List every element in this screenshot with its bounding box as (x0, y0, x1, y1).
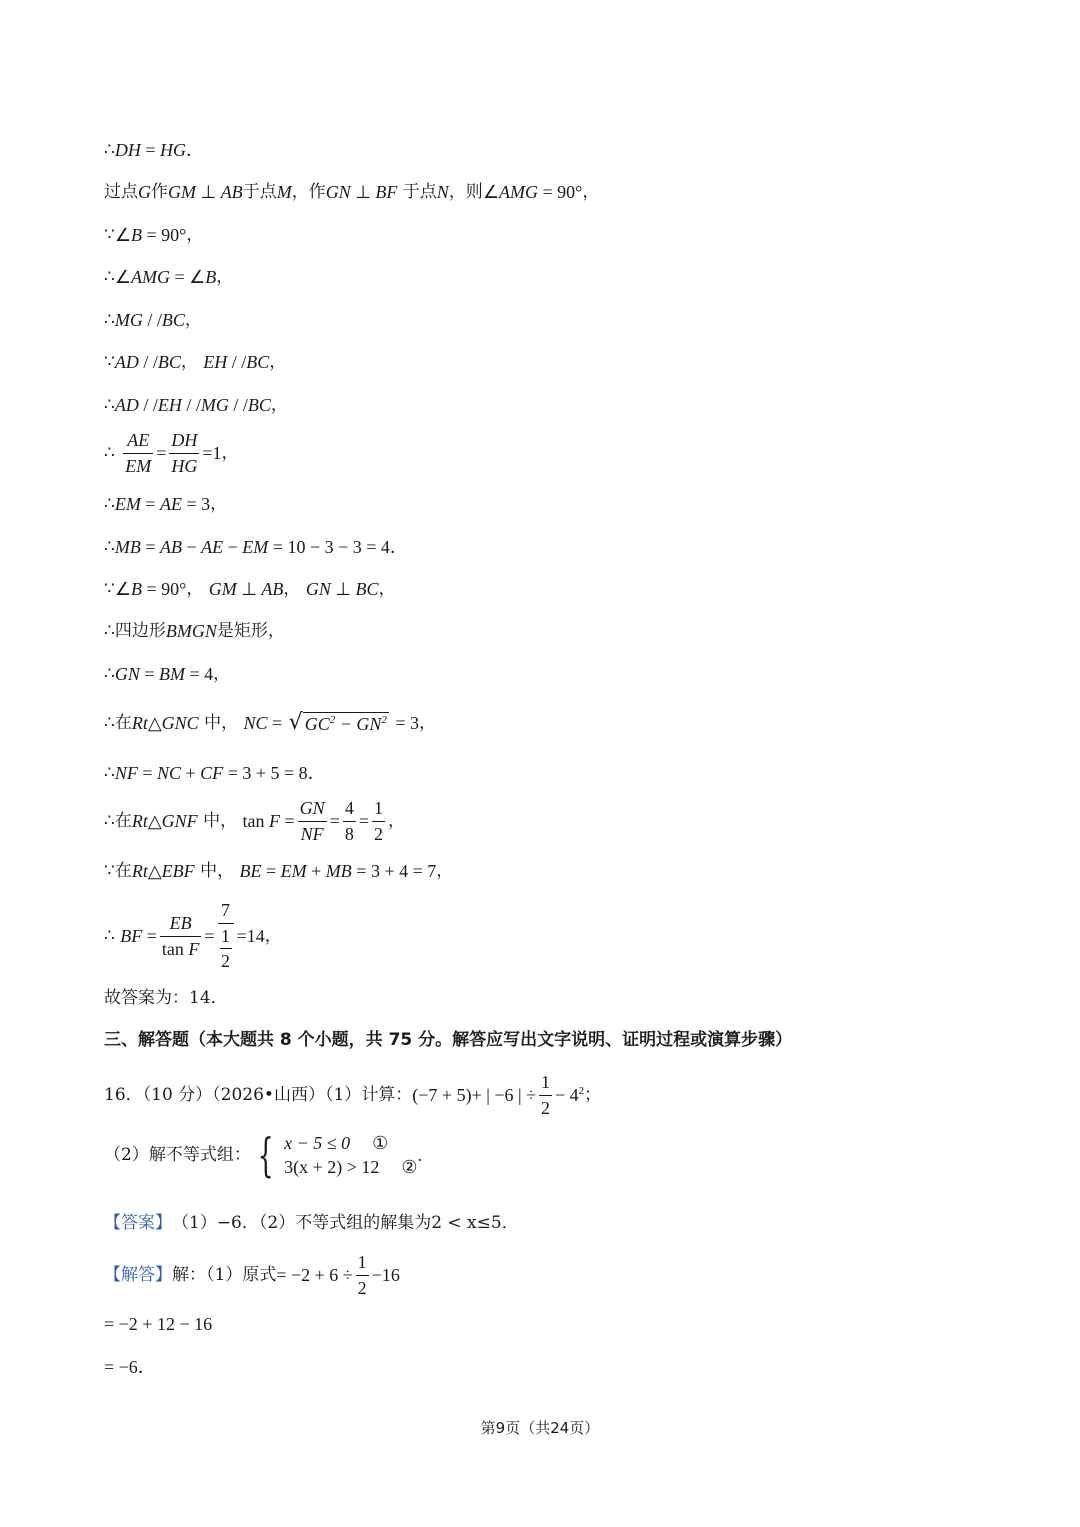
page-footer: 第9页（共24页） (480, 1419, 600, 1437)
line-mb: ∴ MB = AB − AE − EM = 10 − 3 − 3 = 4． (104, 536, 408, 557)
inequality-1-mark: ① (372, 1133, 389, 1153)
solution-lead: 解：（1）原式 (172, 1264, 277, 1285)
inequality-2: 3(x + 2) > 12 (284, 1157, 380, 1177)
fraction-7-over-half: 7 1 2 (218, 900, 234, 972)
fraction-dh-hg: $\frac{DH}{HG}$ (171, 430, 198, 476)
fraction-gn-nf: $\frac{GN}{NF}$ (299, 798, 325, 844)
question-16-part2: （2）解不等式组： { x − 5 ≤ 0 ① 3(x + 2) > 12 ② . (104, 1128, 423, 1182)
fraction-4-8: $\frac{4}{8}$ (344, 798, 354, 844)
inequality-system (284, 1134, 417, 1176)
line-tanf: ∴ 在 Rt △ GNF 中， tan F = $\frac{GN}{NF}$ = $\frac{4}{8}$ = $\frac{1}{2}$ ， (104, 798, 405, 844)
line-rectangle: ∴ 四边形 BMGN 是矩形， (104, 620, 285, 641)
question-16-intro: 16．（10 分）（2026•山西）（1）计算： (104, 1084, 413, 1105)
line-be: ∵ 在 Rt △ EBF 中， BE = EM + MB = 3 + 4 = 7 ， (104, 860, 454, 881)
section-heading: 三、解答题（本大题共 8 个小题，共 75 分。解答应写出文字说明、证明过程或演算步骤） (104, 1030, 793, 1050)
line-final-answer: 故答案为：14． (104, 988, 228, 1008)
inequality-2-mark: ② (401, 1157, 418, 1177)
line-perp: ∵ ∠ B = 90° ， GM ⊥ AB ， GN ⊥ BC ， (104, 578, 396, 599)
fraction-eb-tanf: $\frac{EB}{\text{tan F}}$ (161, 912, 200, 959)
line-ad-eh-bc: ∵ AD / / BC ， EH / / BC ， (104, 351, 287, 372)
line-dh-hg: ∴ DH = HG ． (104, 139, 204, 160)
answer-line (104, 1215, 519, 1232)
line-angle-b: ∵ ∠ B = 90° ， (104, 224, 204, 245)
fraction-ae-em: $\frac{AE}{EM}$ (125, 430, 152, 476)
sqrt-expression: √ $GC^2 - GN^2$ (288, 710, 387, 735)
line-ratio: ∴ $\frac{AE}{EM}$ = $\frac{DH}{HG}$ =1 ， (104, 430, 239, 476)
answer-tag: 【答案】 (104, 1213, 172, 1233)
line-parallel-chain: ∴ AD / / EH / / MG / / BC ， (104, 394, 288, 415)
question-16: 16．（10 分）（2026•山西）（1）计算： (−7 + 5)+ | −6 | ÷ $\frac{1}{2}$ − $4^2$ ； (104, 1072, 602, 1118)
fraction-one-half: $\frac{1}{2}$ (540, 1072, 550, 1118)
line-gn-bm: ∴ GN = BM = 4 ， (104, 663, 231, 684)
inequality-1: x − 5 ≤ 0 (284, 1133, 351, 1153)
fraction-solution-half: $\frac{1}{2}$ (357, 1252, 367, 1298)
solution-step-2: = −2 + 12 − 16 (104, 1314, 213, 1334)
line-nf: ∴ NF = NC + CF = 3 + 5 = 8． (104, 762, 326, 783)
solution-tag: 【解答】 (104, 1264, 172, 1285)
line-em-ae: ∴ EM = AE = 3 ， (104, 493, 228, 514)
answer-text: （1）−6．（2）不等式组的解集为2 < x≤5． (172, 1213, 519, 1233)
line-mg-bc: ∴ MG / / BC ， (104, 309, 202, 330)
solution-line: 【解答】 解：（1）原式 = −2 + 6 ÷ $\frac{1}{2}$ −16 (104, 1252, 400, 1298)
fraction-1-2: $\frac{1}{2}$ (373, 798, 383, 844)
brace-symbol: { (257, 1128, 274, 1182)
line-amg-eq-b: ∴ ∠ AMG = ∠ B ， (104, 266, 234, 287)
solution-step-3: = −6． (104, 1357, 156, 1377)
line-nc: ∴ 在 Rt △ GNC 中， NC = √ $GC^2 - GN^2$ = 3 ， (104, 710, 437, 735)
line-construct: 过点 G 作 GM ⊥ AB 于点 M ，作 GN ⊥ BF 于点 N ，则 ∠ AMG = 90° ， (104, 181, 600, 202)
line-bf: ∴ BF = $\frac{EB}{\text{tan F}}$ = 7 1 2 =14 ， (104, 900, 282, 972)
part2-label: （2）解不等式组： (104, 1144, 251, 1165)
